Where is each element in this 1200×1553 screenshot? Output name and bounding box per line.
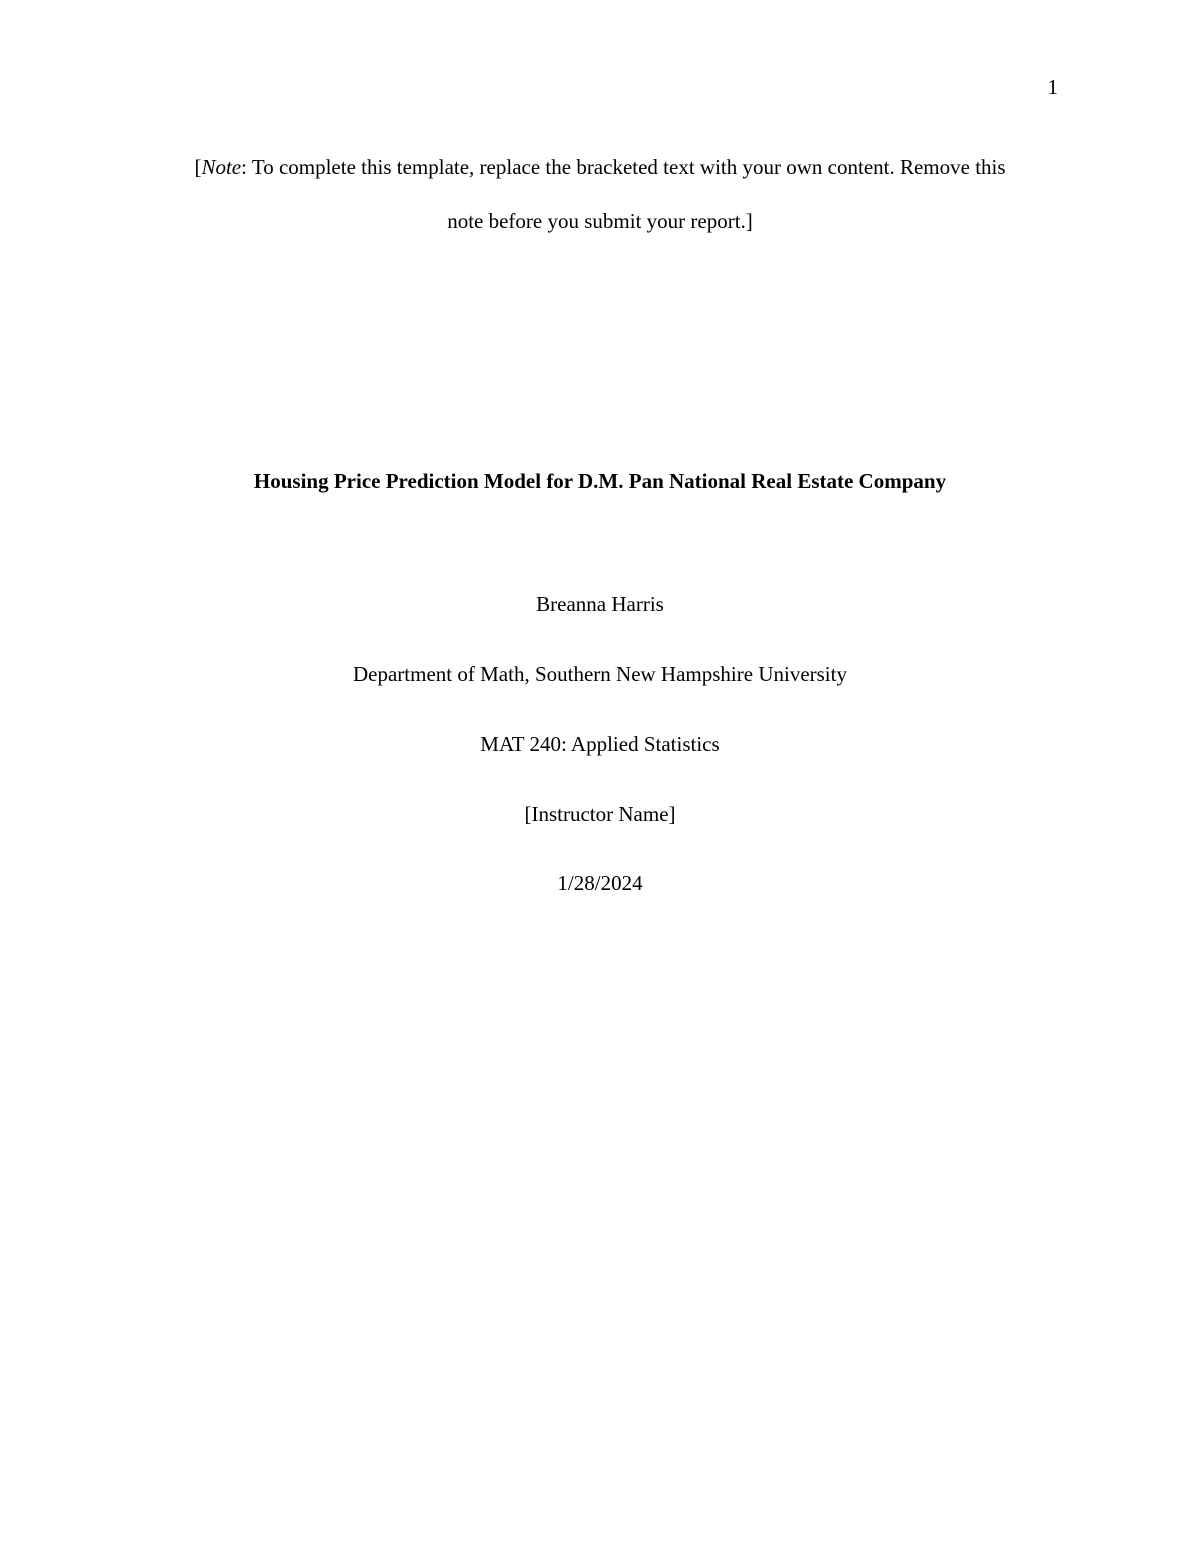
template-note <box>140 140 1060 248</box>
author-name: Breanna Harris <box>536 592 664 616</box>
note-label: Note <box>201 155 242 179</box>
course-name: MAT 240: Applied Statistics <box>480 732 720 756</box>
note-text-line1: : To complete this template, replace the bracketed text with your own content. Remove this <box>241 155 1006 179</box>
submission-date: 1/28/2024 <box>557 871 643 895</box>
note-text-line2: note before you submit your report.] <box>447 209 753 233</box>
affiliation: Department of Math, Southern New Hampshire University <box>353 662 847 686</box>
title-block <box>140 466 1060 496</box>
instructor-name: [Instructor Name] <box>524 802 676 826</box>
page-number: 1 <box>1047 75 1058 99</box>
note-open-bracket: [ <box>194 155 202 179</box>
paper-title: Housing Price Prediction Model for D.M. Pan National Real Estate Company <box>253 469 947 493</box>
